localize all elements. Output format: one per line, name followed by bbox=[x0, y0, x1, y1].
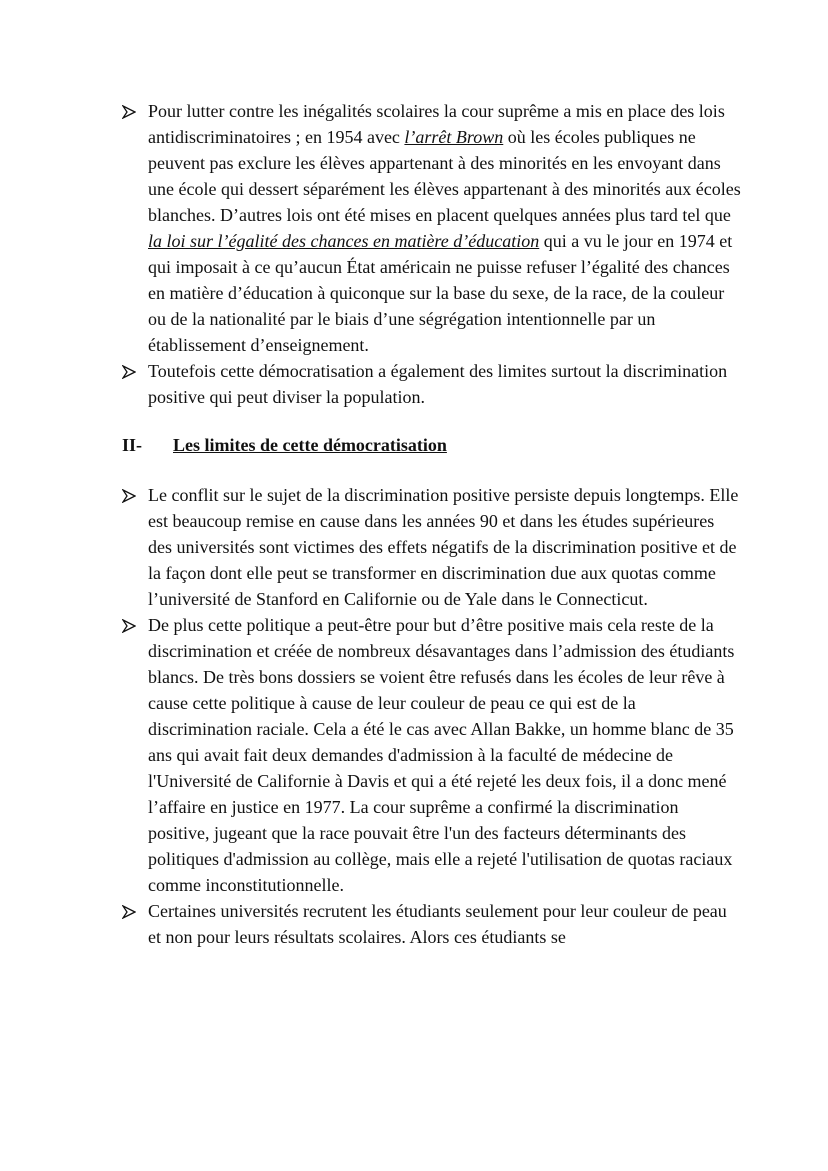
section-number: II- bbox=[122, 435, 143, 455]
bullet-text bbox=[148, 98, 742, 358]
arrow-bullet-icon bbox=[122, 482, 144, 503]
bullet-item bbox=[122, 612, 742, 898]
text-run: De plus cette politique a peut-être pour but d’être positive mais cela reste de la discrimination et créée de nombreux désavantages dans l’admission des étudiants blancs. De très bons dossiers se voient être refusés dans les écoles de leur rêve à cause cette politique à cause de leur couleur de peau ce qui est de la discrimination raciale. Cela a été le cas avec Allan Bakke, un homme blanc de 35 ans qui avait fait deux demandes d'admission à la faculté de médecine de l'Université de Californie à Davis et qui a été rejeté les deux fois, il a donc mené l’affaire en justice en 1977. La cour suprême a confirmé la discrimination positive, jugeant que la race pouvait être l'un des facteurs déterminants des politiques d'admission au collège, mais elle a rejeté l'utilisation de quotas raciaux comme inconstitutionnelle. bbox=[148, 615, 735, 895]
bullet-item bbox=[122, 358, 742, 410]
arrow-bullet-icon bbox=[122, 612, 144, 633]
bullet-text bbox=[148, 612, 742, 898]
bullet-item bbox=[122, 898, 742, 950]
section-intro-bullets bbox=[122, 98, 742, 410]
text-run: Toutefois cette démocratisation a également des limites surtout la discrimination positive qui peut diviser la population. bbox=[148, 361, 728, 407]
emphasized-reference: l’arrêt Brown bbox=[404, 127, 504, 147]
emphasized-reference: la loi sur l’égalité des chances en matière d’éducation bbox=[148, 231, 540, 251]
arrow-bullet-icon bbox=[122, 358, 144, 379]
text-run: qui a vu le jour en 1974 et qui imposait à ce qu’aucun État américain ne puisse refuser l’égalité des chances en matière d’éducation à quiconque sur la base du sexe, de la race, de la couleur ou de la nationalité par le biais d’une ségrégation intentionnelle par un établissement d’enseignement. bbox=[148, 231, 733, 355]
bullet-text bbox=[148, 898, 742, 950]
text-run: Pour lutter contre les inégalités scolaires la cour suprême a mis en place des lois antidiscriminatoires ; en 1954 avec bbox=[148, 101, 725, 147]
section-title: Les limites de cette démocratisation bbox=[173, 435, 447, 455]
bullet-item bbox=[122, 482, 742, 612]
document-content bbox=[122, 98, 742, 950]
text-run: où les écoles publiques ne peuvent pas exclure les élèves appartenant à des minorités en les envoyant dans une école qui dessert séparément les élèves appartenant à des minorités aux écoles blanches. D’autres lois ont été mises en placent quelques années plus tard tel que bbox=[148, 127, 741, 225]
arrow-bullet-icon bbox=[122, 898, 144, 919]
text-run: Le conflit sur le sujet de la discrimination positive persiste depuis longtemps. Elle est beaucoup remise en cause dans les années 90 et dans les études supérieures des universités sont victimes des effets négatifs de la discrimination positive et de la façon dont elle peut se transformer en discrimination due aux quotas comme l’université de Stanford en Californie ou de Yale dans le Connecticut. bbox=[148, 485, 739, 609]
section-limits-bullets bbox=[122, 482, 742, 950]
bullet-text bbox=[148, 358, 742, 410]
section-heading bbox=[122, 432, 742, 458]
bullet-item bbox=[122, 98, 742, 358]
arrow-bullet-icon bbox=[122, 98, 144, 119]
text-run: Certaines universités recrutent les étudiants seulement pour leur couleur de peau et non pour leurs résultats scolaires. Alors ces étudiants se bbox=[148, 901, 727, 947]
bullet-text bbox=[148, 482, 742, 612]
